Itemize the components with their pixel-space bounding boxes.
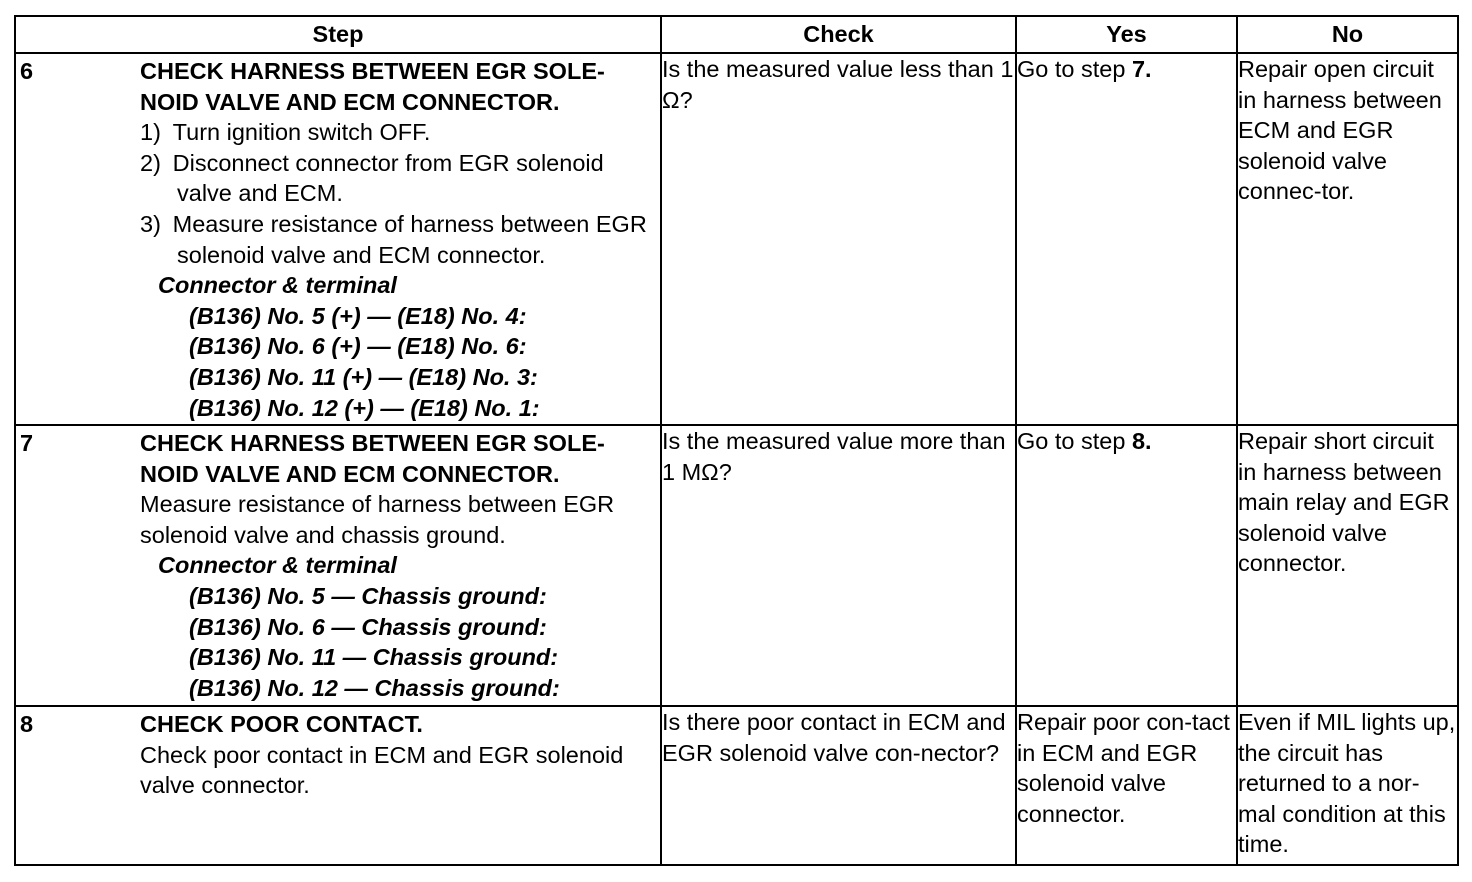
no-cell: Repair open circuit in harness between ECM and EGR solenoid valve connec-tor. xyxy=(1237,53,1458,425)
check-cell: Is the measured value less than 1 Ω? xyxy=(661,53,1016,425)
header-step: Step xyxy=(15,16,661,53)
connector-terminal-label: Connector & terminal xyxy=(158,552,397,579)
step-number: 8 xyxy=(20,711,34,737)
table-row-step-7 xyxy=(15,425,1458,706)
step-title-line: CHECK POOR CONTACT. xyxy=(140,711,423,737)
terminal-spec: (B136) No. 12 (+) — (E18) No. 1: xyxy=(189,394,540,421)
step-cell xyxy=(15,53,661,425)
step-title-line: NOID VALVE AND ECM CONNECTOR. xyxy=(140,460,560,487)
step-title-line: NOID VALVE AND ECM CONNECTOR. xyxy=(140,88,560,115)
terminal-spec: (B136) No. 5 (+) — (E18) No. 4: xyxy=(189,302,527,329)
terminal-spec: (B136) No. 11 (+) — (E18) No. 3: xyxy=(189,363,538,390)
instruction-item: 3) Measure resistance of harness between EGR solenoid valve and ECM connector. xyxy=(140,210,647,268)
step-cell xyxy=(15,706,661,865)
step-number: 7 xyxy=(20,430,34,456)
yes-step-ref: 7. xyxy=(1131,56,1152,82)
terminal-spec: (B136) No. 5 — Chassis ground: xyxy=(189,582,547,609)
instruction-item: 2) Disconnect connector from EGR solenoid valve and ECM. xyxy=(140,149,604,207)
step-number: 6 xyxy=(20,58,34,84)
yes-step-ref: 8. xyxy=(1131,428,1152,454)
header-check: Check xyxy=(661,16,1016,53)
terminal-spec: (B136) No. 6 (+) — (E18) No. 6: xyxy=(189,333,527,360)
yes-cell: Repair poor con-tact in ECM and EGR solenoid valve connector. xyxy=(1016,706,1237,865)
table-row-step-6 xyxy=(15,53,1458,425)
step-title-line: CHECK HARNESS BETWEEN EGR SOLE- xyxy=(140,430,605,456)
terminal-spec: (B136) No. 11 — Chassis ground: xyxy=(189,644,559,671)
check-cell: Is there poor contact in ECM and EGR solenoid valve con-nector? xyxy=(661,706,1016,865)
header-yes: Yes xyxy=(1016,16,1237,53)
yes-cell xyxy=(1016,53,1237,425)
terminal-spec: (B136) No. 6 — Chassis ground: xyxy=(189,613,547,640)
instruction-text: Measure resistance of harness between EGR solenoid valve and chassis ground. xyxy=(140,491,615,548)
step-title-line: CHECK HARNESS BETWEEN EGR SOLE- xyxy=(140,58,605,84)
yes-text: Go to step xyxy=(1017,428,1132,454)
connector-terminal-label: Connector & terminal xyxy=(158,272,397,299)
header-no: No xyxy=(1237,16,1458,53)
no-cell: Repair short circuit in harness between main relay and EGR solenoid valve connector. xyxy=(1237,425,1458,706)
header-row xyxy=(15,16,1458,53)
diagnostic-table xyxy=(14,15,1459,866)
table-row-step-8 xyxy=(15,706,1458,865)
terminal-spec: (B136) No. 12 — Chassis ground: xyxy=(189,674,560,701)
instruction-text: Check poor contact in ECM and EGR solenoid valve connector. xyxy=(140,741,624,799)
step-cell xyxy=(15,425,661,706)
instruction-item: 1) Turn ignition switch OFF. xyxy=(140,119,431,146)
no-cell: Even if MIL lights up, the circuit has returned to a nor-mal condition at this time. xyxy=(1237,706,1458,865)
yes-text: Go to step xyxy=(1017,56,1132,82)
yes-cell xyxy=(1016,425,1237,706)
check-cell: Is the measured value more than 1 MΩ? xyxy=(661,425,1016,706)
